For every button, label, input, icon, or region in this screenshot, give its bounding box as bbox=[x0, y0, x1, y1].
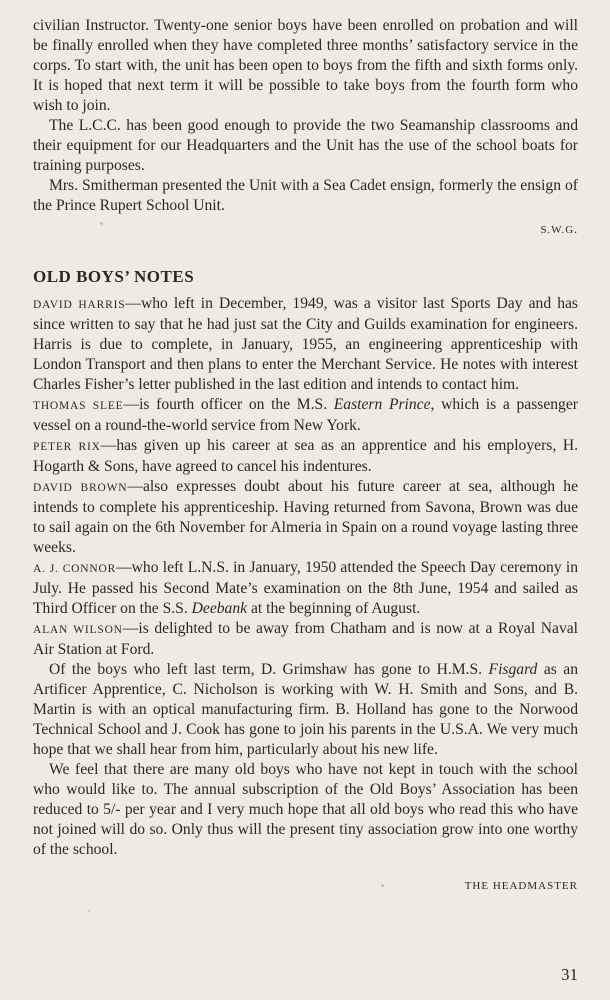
entry-text-cont: , which is a passenger vessel on a round-the-world service from New York. bbox=[33, 396, 578, 434]
entry-text: —is delighted to be away from Chatham and is now at a Royal Naval Air Station at Ford. bbox=[33, 620, 578, 658]
intro-signature: S.W.G. bbox=[540, 224, 578, 236]
entry-david-brown bbox=[33, 477, 578, 558]
entry-name: DAVID BROWN bbox=[33, 482, 128, 494]
entry-name: PETER RIX bbox=[33, 441, 101, 453]
entry-alan-wilson bbox=[33, 619, 578, 660]
section-title: OLD BOYS’ NOTES bbox=[33, 267, 195, 286]
entry-thomas-slee bbox=[33, 395, 578, 436]
paper-speck bbox=[88, 910, 90, 912]
page-number: 31 bbox=[561, 965, 578, 984]
paragraph-text: We feel that there are many old boys who have not kept in touch with the school who would like to. The annual subscription of the Old Boys’ Association has been reduced to 5/- per year and I very much hope that all old boys who read this who have not joined will do so. Only thus will the present tiny association grow into one worthy of the school. bbox=[33, 761, 578, 858]
paragraph-text-cont: as an Artificer Apprentice, C. Nicholson is working with W. H. Smith and Sons, and B. Martin is with an optical manufacturing firm. B. Holland has gone to the Norwood Technical School and J. Cook has gone to join his parents in the U.S.A. We very much hope that we shall hear from him, particularly about his new life. bbox=[33, 661, 578, 758]
closing-paragraph-1 bbox=[33, 660, 578, 760]
entry-text: —also expresses doubt about his future career at sea, although he intends to complete his apprenticeship. Having returned from Savona, Brown was due to sail again on the 6th November for Almeria in Spain on a round voyage lasting three weeks. bbox=[33, 478, 578, 556]
entry-name: ALAN WILSON bbox=[33, 624, 123, 636]
entry-name: A. J. CONNOR bbox=[33, 563, 117, 575]
text-column bbox=[33, 16, 578, 896]
entry-david-harris bbox=[33, 294, 578, 395]
paragraph-text: Of the boys who left last term, D. Grimshaw has gone to H.M.S. bbox=[49, 661, 489, 678]
intro-paragraph-2: The L.C.C. has been good enough to provide the two Seamanship classrooms and their equipment for our Headquarters and the Unit has the use of the school boats for training purposes. bbox=[33, 117, 578, 174]
intro-paragraph-3: Mrs. Smitherman presented the Unit with a Sea Cadet ensign, formerly the ensign of the Prince Rupert School Unit. bbox=[33, 177, 578, 214]
entry-text: —who left L.N.S. in January, 1950 attended the Speech Day ceremony in July. He passed his Second Mate’s examination on the 8th June, 1954 and sailed as Third Officer on the S.S. bbox=[33, 559, 578, 617]
ship-name: Eastern Prince bbox=[333, 396, 431, 413]
entry-aj-connor bbox=[33, 558, 578, 619]
paper-speck bbox=[381, 884, 384, 887]
ship-name: Fisgard bbox=[488, 661, 538, 678]
entry-name: DAVID HARRIS bbox=[33, 299, 126, 311]
entry-peter-rix bbox=[33, 436, 578, 477]
paper-speck bbox=[100, 222, 103, 225]
ship-name: Deebank bbox=[191, 600, 248, 617]
closing-paragraph-2 bbox=[33, 760, 578, 860]
entry-text: —is fourth officer on the M.S. bbox=[123, 396, 334, 413]
entry-name: THOMAS SLEE bbox=[33, 400, 124, 412]
entry-text: —has given up his career at sea as an apprentice and his employers, H. Hogarth & Sons, have agreed to cancel his indentures. bbox=[33, 437, 578, 475]
entry-text-cont: at the beginning of August. bbox=[247, 600, 421, 617]
intro-paragraph-1: civilian Instructor. Twenty-one senior boys have been enrolled on probation and will be finally enrolled when they have completed three months’ satisfactory service in the corps. To start with, the unit has been open to boys from the fifth and sixth forms only. It is hoped that next term it will be possible to take boys from the fourth form who wish to join. bbox=[33, 17, 578, 114]
closing-signature: THE HEADMASTER bbox=[464, 880, 578, 892]
entry-text: —who left in December, 1949, was a visitor last Sports Day and has since written to say that he had just sat the City and Guilds examination for engineers. Harris is due to complete, in January, 1955, an engineering apprenticeship with London Transport and then plans to enter the Merchant Service. He notes with interest Charles Fisher’s letter published in the last edition and intends to contact him. bbox=[33, 295, 578, 393]
